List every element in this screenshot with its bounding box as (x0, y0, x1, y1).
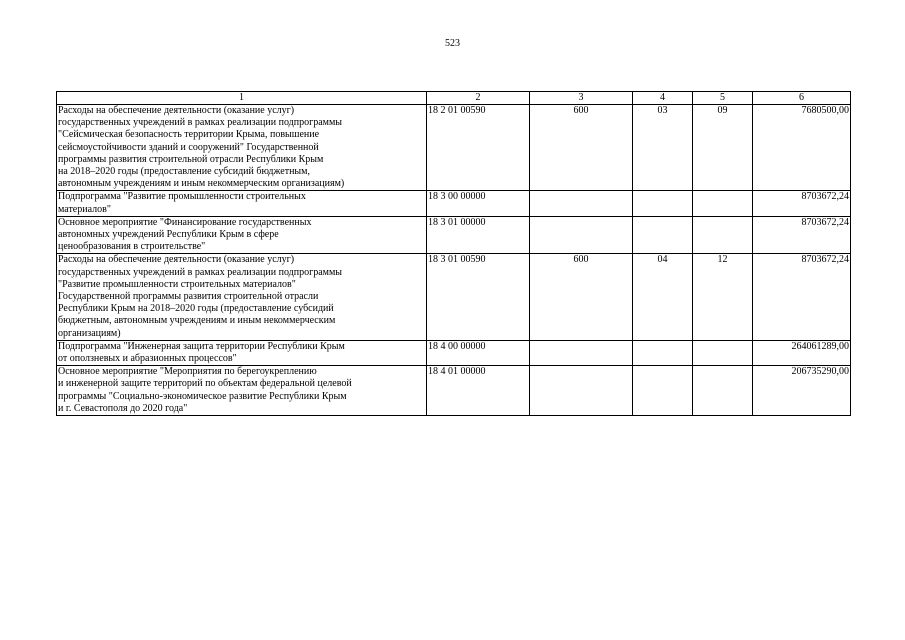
item-name-line: Основное мероприятие "Финансирование государственных (58, 216, 312, 228)
section-cell (633, 340, 693, 365)
item-name-line: Расходы на обеспечение деятельности (оказание услуг) (58, 254, 295, 266)
subsection-cell (693, 191, 753, 216)
subsection-cell: 12 (693, 254, 753, 340)
item-name-line: организациям) (58, 327, 121, 339)
subsection-cell (693, 216, 753, 254)
column-header: 2 (427, 92, 530, 105)
item-name-cell (57, 340, 427, 365)
amount-cell: 8703672,24 (753, 191, 851, 216)
target-code-cell: 18 3 01 00000 (427, 216, 530, 254)
item-name-line: автономных учреждений Республики Крым в сфере (58, 229, 279, 241)
section-cell: 04 (633, 254, 693, 340)
table-row (57, 340, 851, 365)
subsection-cell (693, 340, 753, 365)
item-name-line: материалов" (58, 203, 111, 215)
page-number: 523 (445, 38, 460, 49)
column-header: 6 (753, 92, 851, 105)
item-name-cell (57, 105, 427, 191)
table-row (57, 191, 851, 216)
item-name-line: бюджетным, автономным учреждениям и иным некоммерческим (58, 315, 336, 327)
item-name-line: Республики Крым на 2018–2020 годы (предоставление субсидий (58, 303, 334, 315)
expense-type-cell: 600 (530, 105, 633, 191)
item-name-line: Подпрограмма "Развитие промышленности строительных (58, 191, 306, 203)
target-code-cell: 18 4 01 00000 (427, 366, 530, 416)
amount-cell: 8703672,24 (753, 216, 851, 254)
amount-cell: 7680500,00 (753, 105, 851, 191)
item-name-line: сейсмоустойчивости зданий и сооружений" Государственной (58, 141, 319, 153)
section-cell (633, 191, 693, 216)
item-name-line: программы "Социально-экономическое развитие Республики Крым (58, 390, 347, 402)
item-name-cell (57, 216, 427, 254)
column-header: 4 (633, 92, 693, 105)
subsection-cell: 09 (693, 105, 753, 191)
amount-cell: 8703672,24 (753, 254, 851, 340)
target-code-cell: 18 3 00 00000 (427, 191, 530, 216)
item-name-line: программы развития строительной отрасли Республики Крым (58, 153, 324, 165)
budget-table (56, 91, 851, 416)
amount-cell: 264061289,00 (753, 340, 851, 365)
expense-type-cell (530, 216, 633, 254)
item-name-line: ценообразования в строительстве" (58, 241, 206, 253)
item-name-line: на 2018–2020 годы (предоставление субсидий бюджетным, (58, 166, 310, 178)
amount-cell: 206735290,00 (753, 366, 851, 416)
target-code-cell: 18 4 00 00000 (427, 340, 530, 365)
table-row (57, 366, 851, 416)
item-name-line: автономным учреждениям и иным некоммерческим организациям) (58, 178, 345, 190)
section-cell (633, 366, 693, 416)
item-name-line: Расходы на обеспечение деятельности (оказание услуг) (58, 105, 295, 116)
item-name-line: Основное мероприятие "Мероприятия по берегоукреплению (58, 366, 317, 378)
item-name-cell (57, 366, 427, 416)
item-name-line: "Развитие промышленности строительных материалов" (58, 278, 296, 290)
table-row (57, 105, 851, 191)
table-row (57, 216, 851, 254)
item-name-line: государственных учреждений в рамках реализации подпрограммы (58, 117, 343, 129)
expense-type-cell: 600 (530, 254, 633, 340)
column-header: 5 (693, 92, 753, 105)
section-cell: 03 (633, 105, 693, 191)
item-name-line: от оползневых и абразионных процессов" (58, 353, 237, 365)
table-row (57, 254, 851, 340)
item-name-cell (57, 191, 427, 216)
subsection-cell (693, 366, 753, 416)
item-name-cell (57, 254, 427, 340)
expense-type-cell (530, 366, 633, 416)
column-header: 3 (530, 92, 633, 105)
item-name-line: Государственной программы развития строительной отрасли (58, 291, 319, 303)
expense-type-cell (530, 191, 633, 216)
item-name-line: и г. Севастополя до 2020 года" (58, 402, 188, 414)
item-name-line: государственных учреждений в рамках реализации подпрограммы (58, 266, 343, 278)
expense-type-cell (530, 340, 633, 365)
item-name-line: "Сейсмическая безопасность территории Крыма, повышение (58, 129, 320, 141)
target-code-cell: 18 2 01 00590 (427, 105, 530, 191)
item-name-line: и инженерной защите территорий по объектам федеральной целевой (58, 378, 352, 390)
item-name-line: Подпрограмма "Инженерная защита территории Республики Крым (58, 340, 345, 352)
table-header-row (57, 92, 851, 105)
target-code-cell: 18 3 01 00590 (427, 254, 530, 340)
section-cell (633, 216, 693, 254)
column-header: 1 (57, 92, 427, 105)
